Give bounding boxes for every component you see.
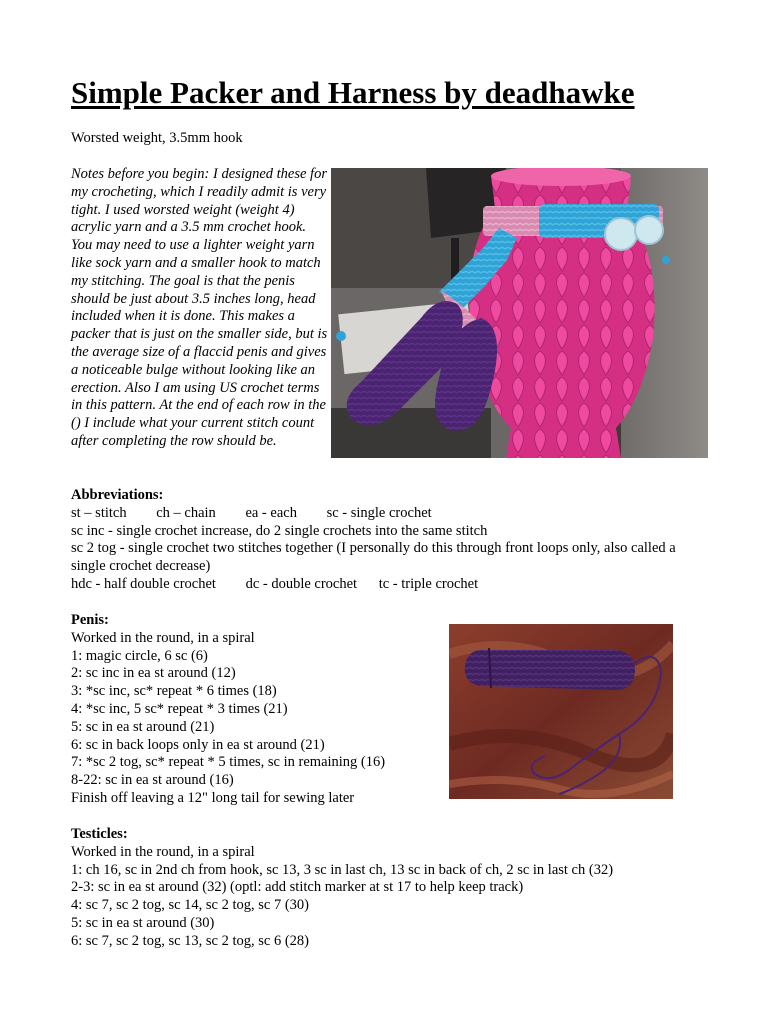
abbreviations-section (71, 487, 711, 594)
abbr-dc: dc - double crochet (245, 575, 358, 592)
abbreviations-row-last (71, 576, 711, 594)
abbr-sc-inc: sc inc - single crochet increase, do 2 single crochets into the same stitch (71, 522, 488, 539)
notes-paragraph: Notes before you begin: I designed these for my crocheting, which I readily admit is very tight. I used worsted weight (weight 4) acrylic yarn and a 3.5 mm crochet hook. You may need to use a lighter weight yarn like sock yarn and a smaller hook to match my stitching. The goal is that the penis should be just about 3.5 inches long, head included when it is done. This makes a packer that is just on the smaller side, but is the average size of a flaccid penis and gives a noticeable bulge without looking like an erection. Also I am using US crochet terms in this pattern. At the end of each row in the () I include what your current stitch count after completing the row should be. (71, 166, 328, 449)
testicles-heading: Testicles: (71, 826, 128, 842)
penis-line: 5: sc in ea st around (21) (71, 718, 215, 735)
packer-on-vase-photo (331, 168, 708, 458)
abbreviations-row (71, 505, 711, 523)
testicles-line: 5: sc in ea st around (30) (71, 914, 215, 931)
penis-line: Worked in the round, in a spiral (71, 629, 255, 646)
abbr-single-crochet: sc - single crochet (326, 504, 432, 521)
abbr-tc: tc - triple crochet (378, 575, 479, 592)
testicles-line: 1: ch 16, sc in 2nd ch from hook, sc 13, 3 sc in last ch, 13 sc in back of ch, 2 sc in last ch (32) (71, 861, 614, 878)
abbr-chain: ch – chain (156, 504, 216, 521)
materials-line: Worsted weight, 3.5mm hook (71, 130, 243, 146)
abbr-hdc: hdc - half double crochet (71, 575, 216, 592)
testicles-line: 4: sc 7, sc 2 tog, sc 14, sc 2 tog, sc 7 (30) (71, 897, 310, 914)
penis-line: 3: *sc inc, sc* repeat * 6 times (18) (71, 683, 277, 700)
testicles-line: Worked in the round, in a spiral (71, 843, 255, 860)
page-title: Simple Packer and Harness by deadhawke (71, 75, 635, 110)
abbreviations-heading: Abbreviations: (71, 487, 164, 503)
penis-line: 6: sc in back loops only in ea st around (21) (71, 736, 325, 753)
abbr-sc-2-tog: sc 2 tog - single crochet two stitches together (I personally do this through front loops only, also called a single crochet decrease) (71, 540, 676, 575)
penis-line: 7: *sc 2 tog, sc* repeat * 5 times, sc in remaining (16) (71, 754, 386, 771)
penis-line: Finish off leaving a 12" long tail for sewing later (71, 789, 355, 806)
penis-line: 4: *sc inc, 5 sc* repeat * 3 times (21) (71, 700, 288, 717)
penis-heading: Penis: (71, 612, 109, 628)
testicles-section (71, 826, 711, 951)
penis-line: 2: sc inc in ea st around (12) (71, 665, 236, 682)
penis-line: 1: magic circle, 6 sc (6) (71, 647, 208, 664)
penis-piece-photo (449, 624, 673, 799)
abbr-each: ea - each (245, 504, 297, 521)
abbr-stitch: st – stitch (71, 504, 127, 521)
testicles-line: 2-3: sc in ea st around (32) (optl: add stitch marker at st 17 to help keep track) (71, 879, 524, 896)
penis-line: 8-22: sc in ea st around (16) (71, 772, 234, 789)
testicles-line: 6: sc 7, sc 2 tog, sc 13, sc 2 tog, sc 6 (28) (71, 932, 310, 949)
